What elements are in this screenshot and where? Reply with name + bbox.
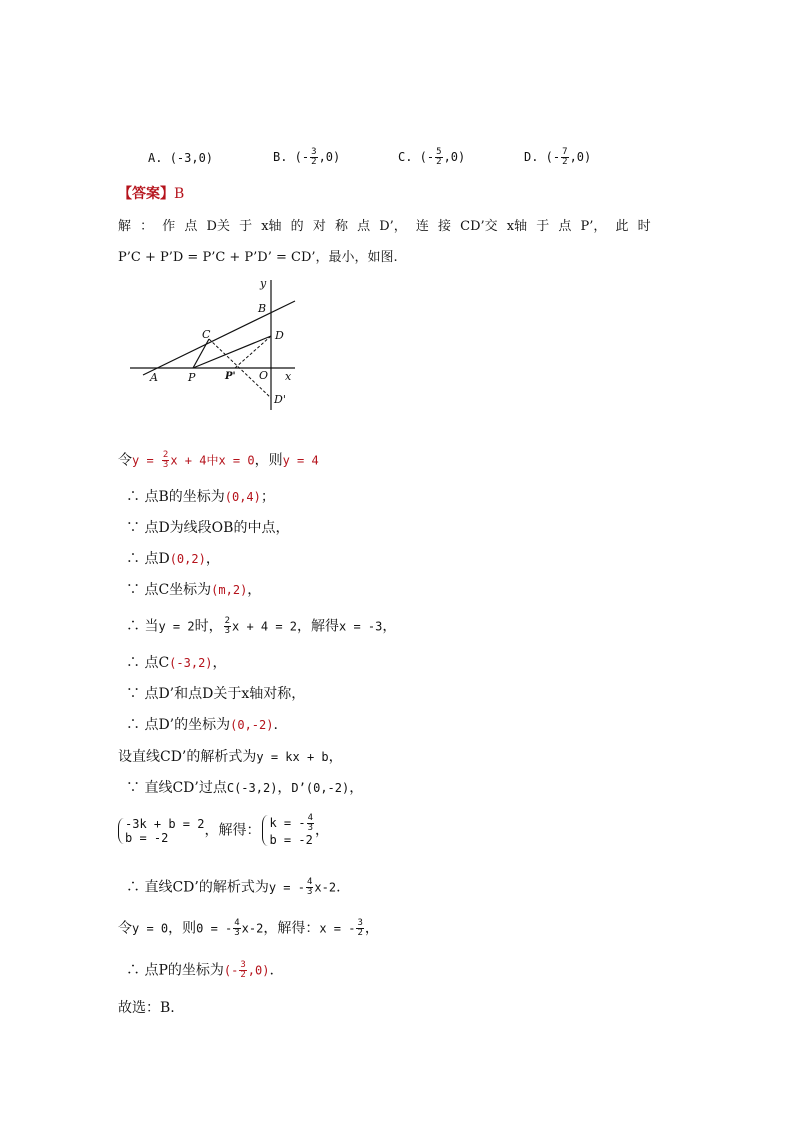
segment-pc [193, 339, 209, 368]
step-14-num: 4 [234, 918, 240, 928]
step-1-text: 令 [118, 452, 132, 469]
step-6-solve: ，解得 [297, 618, 340, 635]
step-9-end: . [273, 717, 278, 733]
step-9 [126, 716, 278, 734]
label-p-prime: P' [225, 371, 236, 382]
step-14-text: 令 [118, 920, 132, 937]
dashed-pprime-d [235, 336, 271, 368]
step-9-coord: (0,-2) [230, 718, 274, 732]
step-14 [118, 919, 379, 938]
step-7 [126, 654, 227, 672]
step-15-text: ∴ 点P的坐标为 [126, 962, 224, 979]
step-4-coord: (0,2) [169, 552, 206, 566]
system-equations [116, 817, 204, 845]
step-13-expr: y = - [268, 880, 305, 895]
step-15-coord-close: ,0) [247, 963, 270, 978]
step-2-end: ； [260, 489, 275, 505]
step-11-sep: ， [277, 780, 292, 796]
step-10-end: ， [328, 749, 343, 765]
option-b-den: 2 [311, 157, 317, 167]
step-12 [116, 814, 329, 847]
step-5-text: ∵ 点C坐标为 [126, 582, 212, 598]
answer-value: B [174, 186, 185, 202]
option-a [148, 151, 213, 165]
step-14-then: ，则 [168, 920, 197, 937]
step-6-den: 3 [224, 626, 230, 636]
option-c-label: C. [398, 150, 413, 164]
step-11-point-d: D’(0,-2) [291, 781, 350, 795]
system-row-2: b = -2 [125, 830, 169, 845]
option-c-num: 5 [436, 147, 442, 157]
step-13 [126, 878, 341, 897]
step-2 [126, 488, 275, 506]
step-5 [126, 581, 261, 599]
label-d: D [275, 329, 284, 342]
option-d-den: 2 [562, 157, 568, 167]
step-2-coord: (0,4) [224, 490, 261, 504]
step-1-then: ，则 [254, 452, 283, 469]
answer-line [118, 185, 184, 203]
label-y: y [260, 277, 267, 290]
step-13-den: 3 [306, 887, 313, 897]
option-d: D. (- $\frac{7}{2}$ ,0) [524, 147, 592, 167]
step-7-text: ∴ 点C [126, 655, 170, 671]
step-1 [118, 451, 319, 470]
label-c: C [202, 328, 211, 341]
step-14-cond: y = 0 [132, 921, 169, 936]
step-6 [126, 617, 396, 636]
step-1-expr: y = [132, 453, 161, 468]
option-d-num: 7 [562, 147, 568, 157]
step-1-result: y = 4 [282, 453, 319, 468]
final-choice: 故选：B. [118, 1000, 175, 1016]
option-d-tail: ,0) [569, 150, 592, 164]
step-14-result: x = - [319, 921, 356, 936]
solution-k-den: 3 [307, 823, 314, 833]
step-13-expr-2: x-2 [314, 880, 337, 895]
step-14-eq: 0 = - [196, 921, 233, 936]
solution-intro-2: P’C + P’D = P’C + P’D’ = CD’，最小，如图. [118, 250, 398, 265]
solution-row-2: b = -2 [269, 833, 313, 847]
step-13-end: . [336, 879, 341, 896]
option-b-label: B. [273, 150, 288, 164]
step-4-end: ， [205, 551, 220, 567]
system-row-1: -3k + b = 2 [125, 816, 205, 831]
option-c-den: 2 [436, 157, 442, 167]
step-2-text: ∴ 点B的坐标为 [126, 489, 225, 505]
line-ab [143, 301, 295, 375]
step-6-eq: x + 4 = 2 [232, 619, 298, 634]
step-10 [118, 748, 343, 766]
step-11 [126, 779, 363, 797]
step-6-text: ∴ 当 [126, 618, 159, 635]
step-1-den: 3 [162, 460, 169, 470]
solution-k-num: 4 [307, 813, 314, 823]
step-6-when: 时， [194, 618, 223, 635]
step-1-expr-2: x + 4中 [170, 453, 219, 468]
geometry-figure [125, 275, 300, 420]
step-15-den: 2 [240, 970, 246, 980]
step-3: ∵ 点D为线段OB的中点， [126, 520, 290, 536]
solution-k: k = - [269, 816, 306, 830]
step-4-text: ∴ 点D [126, 551, 170, 567]
label-x: x [285, 370, 292, 383]
step-10-expr: y = kx + b [256, 750, 329, 764]
step-15-coord-open: (- [223, 963, 239, 978]
step-14-solve: ，解得： [263, 920, 320, 937]
system-solution [260, 814, 315, 847]
step-5-end: ， [247, 582, 262, 598]
step-15-num: 3 [240, 960, 246, 970]
label-p: P [188, 371, 196, 384]
label-a: A [150, 371, 158, 384]
step-11-point-c: C(-3,2) [226, 781, 278, 795]
option-d-label: D. [524, 150, 539, 164]
option-b: B. (- $\frac{3}{2}$ ,0) [273, 147, 341, 167]
step-11-end: ， [349, 780, 364, 796]
step-9-text: ∴ 点D’的坐标为 [126, 717, 231, 733]
step-14-den: 3 [234, 928, 240, 938]
step-5-coord: (m,2) [211, 583, 248, 597]
step-14-end: ， [364, 920, 379, 937]
step-1-cond: x = 0 [218, 453, 255, 468]
step-7-end: ， [212, 655, 227, 671]
step-1-num: 2 [162, 450, 169, 460]
step-14-num-2: 3 [357, 918, 363, 928]
step-7-coord: (-3,2) [169, 656, 213, 670]
answer-label: 【答案】 [118, 186, 174, 202]
option-a-value: (-3,0) [169, 151, 214, 165]
label-d-prime: D' [274, 393, 286, 406]
option-c-tail: ,0) [443, 150, 466, 164]
step-12-solve: ，解得： [204, 822, 261, 839]
step-10-text: 设直线CD’的解析式为 [118, 749, 257, 765]
option-b-tail: ,0) [318, 150, 341, 164]
step-6-num: 2 [224, 616, 230, 626]
step-15-end: . [269, 962, 274, 979]
step-13-num: 4 [306, 877, 313, 887]
step-14-eq-2: x-2 [241, 921, 264, 936]
step-6-cond: y = 2 [158, 619, 195, 634]
option-b-num: 3 [311, 147, 317, 157]
option-a-label: A. [148, 151, 163, 165]
label-o: O [259, 369, 269, 382]
step-4 [126, 550, 220, 568]
step-14-den-2: 2 [357, 928, 363, 938]
label-b: B [258, 302, 267, 315]
step-12-end: ， [315, 822, 330, 839]
solution-row-1 [269, 814, 315, 833]
step-13-text: ∴ 直线CD’的解析式为 [126, 879, 269, 896]
step-6-result: x = -3 [339, 619, 383, 634]
option-c: C. (- $\frac{5}{2}$ ,0) [398, 147, 466, 167]
step-8: ∵ 点D’和点D关于x轴对称， [126, 686, 306, 702]
solution-intro-1: 解 ： 作 点 D关 于 x轴 的 对 称 点 D’， 连 接 CD’交 x轴 于 点 P’， 此 时 [118, 219, 651, 234]
step-15 [126, 961, 274, 980]
step-6-end: ， [382, 618, 397, 635]
step-11-text: ∵ 直线CD’过点 [126, 780, 227, 796]
